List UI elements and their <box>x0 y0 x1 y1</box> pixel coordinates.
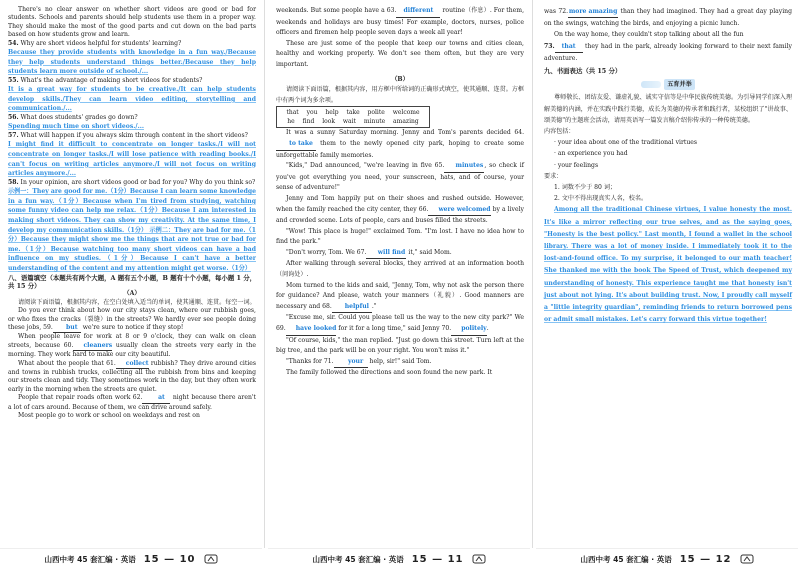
part-b-paragraph-12: was 72.more amazing than they had imagined. They had a great day playing on the swings, watching the birds, and enjoying a picnic lunch. <box>544 8 792 28</box>
part-a-instructions: 请阅读下面语篇，根据其内容，在空白处填入适当的单词，使其通顺、连贯。每空一词。 <box>18 298 256 306</box>
answer-55: It is a great way for students to be creative./It can help students develop skills./They can learn video editing, storytelling and communication./... <box>8 86 256 113</box>
part-a-paragraph-3: What about the people that 61. collect rubbish? They drive around cities and towns in rubbish trucks, collecting all the rubbish from bins and keeping our streets clean and tidy. They sometimes work in the day, but they often work early in the morning when the streets are quiet. <box>8 359 257 393</box>
badge-decoration-icon <box>641 81 661 88</box>
essay-answer: Among all the traditional Chinese virtues, I value honesty the most. It's like a mirror reflecting our true selves, and as the saying goes, "Honesty is the best policy." Last month, I found a wallet in the school library. There was a lot of money inside. I immediately took it to the lost-and-found office. To my surprise, it belonged to our math teacher! She thanked me with the book The Speed of Trust, which deepened my understanding of honesty. This experience taught me that honesty isn't just about not lying. It's about building trust. Now, I proudly call myself a "little integrity guardian", reminding friends to return borrowed pens or admit small mistakes. Let's carry forward this virtue together! <box>544 206 792 324</box>
question-number: 54. <box>8 39 19 47</box>
answer-blank-61: collect <box>116 360 149 369</box>
page-left <box>0 0 262 569</box>
part-b-instructions: 请阅读下面语篇，根据其内容，用方框中所给词的正确形式填空，使其通顺、连贯。方框中有两个词为多余项。 <box>276 86 524 104</box>
question-56 <box>8 114 256 122</box>
answer-blank-67: will find <box>366 248 406 260</box>
part-a-paragraph-7: These are just some of the people that keep our towns and cities clean, healthy and working properly. We don't see them often, but they are very important. <box>276 39 524 68</box>
answer-blank-68: helpful <box>332 302 372 314</box>
question-57 <box>8 132 256 140</box>
question-number: 57. <box>8 132 19 139</box>
page-footer <box>536 548 798 569</box>
page-number: 15 — 12 <box>679 553 732 565</box>
page-right <box>536 0 798 569</box>
part-b-paragraph-11: The family followed the directions and soon found the new park. It <box>286 369 493 377</box>
publisher-logo-icon <box>740 554 754 565</box>
question-text: What's the advantage of making short videos for students? <box>20 76 203 84</box>
theme-badge: 五育并举 <box>664 79 694 90</box>
bullet-item: · your idea about one of the traditional virtues <box>554 139 697 147</box>
question-text: What will happen if you always skim through content in the short videos? <box>20 132 248 139</box>
part-b-paragraph-8: "Excuse me, sir. Could you please tell us the way to the new city park?" We 69. have looked for it for a long time," said Jenny 70. politely. <box>276 313 524 335</box>
answer-54: Because they provide students with knowledge in a fun way./Because they help students understand things better./Because they help students learn more outside of school./... <box>8 49 256 76</box>
page-footer <box>0 548 262 569</box>
part-a-paragraph-5: Most people go to work or school on weekdays and rest on <box>18 412 200 420</box>
question-number: 55. <box>8 76 19 84</box>
answer-56: Spending much time on short videos./... <box>8 123 144 131</box>
answer-blank-73: that <box>555 41 583 53</box>
part-b-paragraph-1: It was a sunny Saturday morning. Jenny and Tom's parents decided 64.to take them to the newly opened city park, hoping to create some unforgettable family memories. <box>276 129 525 159</box>
book-title: 山西中考 45 套汇编 · 英语 <box>580 554 672 564</box>
question-text: In your opinion, are short videos good or bad for you? Why do you think so? <box>20 178 256 186</box>
question-number: 56. <box>8 114 19 121</box>
question-55 <box>8 77 256 85</box>
requirement-item: 1. 词数不少于 80 词； <box>554 184 617 192</box>
answer-blank-65: minutes <box>444 161 484 173</box>
page-number: 15 — 11 <box>411 553 464 565</box>
answer-blank-72: more amazing <box>568 6 618 18</box>
answer-blank-62: at <box>142 394 170 403</box>
part-b-paragraph-9: "Of course, kids," the man replied. "Just go down this street. Turn left at the big tree, and the park will be on your right. You won't miss it." <box>276 336 524 355</box>
bullet-item: · an experience you had <box>554 150 628 158</box>
page-divider <box>532 0 533 548</box>
answer-blank-60: cleaners <box>73 342 112 351</box>
question-text: What does students' grades go down? <box>20 114 138 121</box>
part-a-paragraph-4: People that repair roads often work 62. at night because there aren't a lot of cars around. Because of them, we can drive around safely. <box>8 394 257 411</box>
section-title-8: 八、语篇填空（本题共有两个大题，A 题有五个小题，B 题有十个小题，每小题 1 分，共 15 分） <box>8 273 256 290</box>
part-b-paragraph-13: On the way home, they couldn't stop talking about all the fun <box>554 31 744 39</box>
part-b-paragraph-5: "Don't worry, Tom. We 67. will find it," said Mom. <box>276 248 524 260</box>
answer-blank-63: different <box>396 6 440 18</box>
word-box-row: he find look wait minute amazing <box>287 118 419 126</box>
question-text: Why are short videos helpful for students' learning? <box>20 39 182 47</box>
writing-prompt: 尊师敬长、团结友爱、谦虚礼貌、诚实守信等是中华民族传统美德。为引导同学们深入理解美德的内涵，并在实践中践行美德，成长为美德的传承者和践行者，某校组织了"讲故事、颂美德"的主题班会活动，请用英语写一篇发言稿介绍你传承的一种传统美德。 <box>544 94 792 124</box>
page-middle <box>268 0 530 569</box>
part-b-paragraph-2: "Kids," Dad announced, "we're leaving in five 65. minutes, so check if you've got everything you need, your sunscreen, hats, and of course, your sense of adventure!" <box>276 162 524 192</box>
page-number: 15 — 10 <box>143 553 196 565</box>
part-b-paragraph-14: 73. that they had in the park, already looking forward to their next family adventure. <box>544 42 792 62</box>
answer-blank-69: have looked <box>286 324 337 336</box>
part-a-paragraph-6: weekends. But some people have a 63. different routine（作息）. For them, weekends and holidays are busy times! For example, doctors, nurses, police officers and firemen help people seven days a week all year! <box>276 7 525 37</box>
book-title: 山西中考 45 套汇编 · 英语 <box>312 554 404 564</box>
content-label: 内容包括： <box>544 128 575 136</box>
requirement-item: 2. 文中不得出现真实人名，校名。 <box>554 195 648 203</box>
badge-row <box>544 79 792 90</box>
word-box-row: that you help take polite welcome <box>286 109 420 117</box>
answer-blank-64: to take <box>276 139 316 151</box>
part-b-paragraph-4: "Wow! This place is huge!" exclaimed Tom. "I'm lost. I have no idea how to find the park." <box>276 227 524 246</box>
publisher-logo-icon <box>204 554 218 565</box>
part-b-paragraph-10: "Thanks for 71. your help, sir!" said Tom. <box>276 357 524 369</box>
answer-57: I might find it difficult to concentrate on longer tasks./I will not concentrate on longer tasks./I will lose patience with reading books./I can't focus on writing articles anymore./I will not focus on writing articles anymore./... <box>8 141 256 178</box>
part-a-paragraph-1: Do you ever think about how our city stays clean, where our rubbish goes, or who fixes the cracks（裂缝）in the streets? We hardly ever see people doing these jobs, 59. but we're sure to notice if they stop! <box>8 307 256 333</box>
part-b-paragraph-3: Jenny and Tom happily put on their shoes and rushed outside. However, when the family reached the city center, they 66. were welcomed by a lively and crowded scene. Lots of people, cars and buses filled the streets. <box>276 194 524 225</box>
answer-blank-71: your <box>334 357 368 369</box>
question-number: 58. <box>8 178 19 186</box>
answer-blank-59: but <box>53 324 81 333</box>
answer-blank-66: were welcomed <box>428 205 490 217</box>
part-a-heading: （A） <box>123 290 141 298</box>
requirements-label: 要求： <box>544 172 563 180</box>
publisher-logo-icon <box>472 554 486 565</box>
page-footer <box>268 548 530 569</box>
book-title: 山西中考 45 套汇编 · 英语 <box>44 554 136 564</box>
answer-blank-70: politely <box>451 324 487 336</box>
intro-paragraph: There's no clear answer on whether short videos are good or bad for students. Schools and parents should help students use them in a proper way. They should make the most of the good parts and cut down on the bad parts based on how students grow and learn. <box>8 6 256 39</box>
part-a-paragraph-2: When people leave for work at 8 or 9 o'clock, they can walk on clean streets, because 60. cleaners usually clean the streets very early in the morning. They work hard to make our city beautiful. <box>8 333 257 359</box>
section-title-9: 九、书面表达（共 15 分） <box>544 67 622 76</box>
question-58 <box>8 179 256 187</box>
bullet-item: · your feelings <box>554 161 599 169</box>
part-b-paragraph-6: After walking through several blocks, they arrived at an information booth（问询处）. <box>276 260 524 279</box>
page-divider <box>264 0 265 548</box>
question-54 <box>8 40 256 48</box>
answer-58: 示例一：They are good for me.（1分）Because I can learn some knowledge in a fun way.（1分）Because when I'm tired from studying, watching some funny video can help me relax.（1分）Because I am interested in making short videos. They can show my creativity. At the same time, I develop my communication skills.（1分） 示例二：They are bad for me.（1分）Because they might show me the things that are not true or bad for me.（1分）Because watching too many short videos can have a bad influence on my studies.（1分）Because I can't have a better understanding of the content and my attention might get worse.（1分） <box>8 188 256 272</box>
part-b-paragraph-7: Mom turned to the kids and said, "Jenny, Tom, why not ask the person there for guidance? And please, watch your manners（礼貌）. Good manners are necessary and 68. helpful ." <box>276 281 524 314</box>
word-box <box>276 106 430 128</box>
part-b-heading: （B） <box>391 75 409 83</box>
